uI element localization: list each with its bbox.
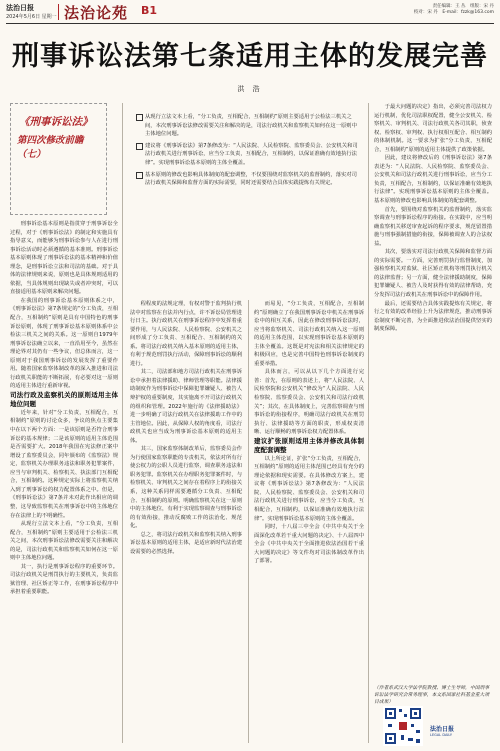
checkbox-bullet-icon <box>136 114 143 121</box>
header-rule <box>6 23 494 24</box>
issue-date: 2024年5月6日 星期一 <box>6 14 57 20</box>
text-column-3 <box>254 300 364 745</box>
column-divider <box>122 103 123 743</box>
body-paragraph: 刑事诉讼基本原则是指贯穿于刑事诉讼全过程，对于《刑事诉讼法》的制定和实施具有指导意义，而能够为刑事诉讼参与人在进行刑事诉讼活动时必须遵循的基本准则。刑事诉讼基本原则体现了刑事诉讼法的基本精神和价值理念，是刑事诉讼立法和司法的基础。对于具体的法律规则来说，原则也是具体规则适用的依据，当具体规则出现缺失或者冲突时，可以直接适用基本原则来解决问题。 <box>10 221 118 296</box>
body-paragraph: 其三，国家监察体制改革后，监察委员会作为行使国家监察职能的专责机关，依法对所有行使公权力的公职人员进行监察，调查职务违法和职务犯罪。监察机关在办理职务犯罪案件时，与检察机关、审判机关之间存在着程序上的衔接关系，这种关系同样需要遵循分工负责、互相配合、互相制约的原则。明确监察机关在这一原则中的主体地位，有利于实现监察调查与刑事诉讼的有效衔接，推动反腐败工作的法治化、规范化。 <box>130 446 242 530</box>
body-paragraph: 总之，将司法行政机关和监察机关纳入刑事诉讼基本原则的适用主体，是适应新时代法治建设需要的必然选择。 <box>130 531 242 555</box>
body-paragraph: 其次，要落实对司法行政机关保障和监督方面的实际需要。一方面，完善刑罚执行监督制度，加强检察机关对监狱、社区矫正机构等刑罚执行机关的法律监督；另一方面，健全法律援助制度，保障犯罪嫌疑人、被告人及时获得有效的法律帮助，充分发挥司法行政机关在刑事诉讼中的保障作用。 <box>374 249 492 299</box>
section-subheading: 建议扩张原则适用主体并修改具体制度配套调整 <box>254 436 364 454</box>
key-point <box>136 171 362 188</box>
header-divider <box>58 4 59 20</box>
editor-info <box>414 4 494 16</box>
column-divider <box>248 300 249 743</box>
body-paragraph: 其一，执行是刑事诉讼程序的重要环节。司法行政机关是刑罚执行的主要机关，负责监狱管理、社区矫正等工作，在刑事诉讼程序中承担着重要职能。 <box>10 563 118 596</box>
text-column-4 <box>374 103 492 681</box>
editor-line: 责任编辑：王 丛 组版：宋 丹 <box>432 4 494 9</box>
logo-sublabel: LEGAL DAILY <box>430 733 453 737</box>
author-name: 洪 浩 <box>237 85 263 93</box>
text-column-2 <box>130 300 242 745</box>
key-point-text: 建议将《刑事诉讼法》第7条修改为：“人民法院、人民检察院、监察委员会、公安机关和司法行政机关进行刑事诉讼，应当分工负责，互相配合，互相制约，以保证准确有效地执行法律”。实现刑事诉讼基本原则的主体全覆盖。 <box>145 142 358 166</box>
column-title: 法治论苑 <box>64 4 129 22</box>
body-paragraph: 以上所论证，扩张“分工负责，互相配合，互相制约”原则的适用主体范围已经具有充分的理论依据和现实需要。在具体修改方案上，建议将《刑事诉讼法》第7条修改为：“人民法院、人民检察院、监察委员会、公安机关和司法行政机关进行刑事诉讼，应当分工负责，互相配合，互相制约，以保证准确有效地执行法律”。实现刑事诉讼基本原则的主体全覆盖。 <box>254 455 364 522</box>
paper-name: 法治日报 <box>6 3 34 12</box>
page-number: B1 <box>141 4 158 17</box>
body-paragraph: 因此，建议将修改后的《刑事诉讼法》第7条表述为：“人民法院、人民检察院、监察委员会、公安机关和司法行政机关进行刑事诉讼，应当分工负责，互相配合，互相制约，以保证准确有效地执行法律”。实现刑事诉讼基本原则的主体全覆盖。基本原则的修改也影响具体制度的配套调整。 <box>374 155 492 205</box>
editor-line: 校对：宋 丹 E-mail：fzzk@163.com <box>413 10 494 15</box>
key-point <box>136 113 362 139</box>
page-header <box>0 0 500 26</box>
body-paragraph: 同时，十八届三中全会《中共中央关于全面深化改革若干重大问题的决定》、十八届四中全会《中共中央关于全面推进依法治国若干重大问题的决定》等文件均对司法体制改革作出了部署。 <box>254 524 364 565</box>
body-paragraph: 最后，还需要结合具体实践提炼有关规定，将行之有效的改革经验上升为法律规范，推动刑事诉讼制度不断完善，为全面推进依法治国提供坚实的制度保障。 <box>374 300 492 333</box>
key-point-text: 基本原则的修改也影响具体制度的配套调整，不仅要围绕对监察机关的监督制约，落实对司法行政机关保障和监督方面的实际需要，同时还需要结合具体实践提炼有关规定。 <box>145 171 357 187</box>
article-headline: 刑事诉讼法第七条适用主体的发展完善 <box>12 41 488 72</box>
logo-label: 法治日报 <box>430 726 455 733</box>
series-title-box <box>10 103 107 215</box>
body-paragraph: 具体而言，可以从以下几个方面进行完善：首先，在原则的表述上，将“人民法院、人民检察院和公安机关”修改为“人民法院、人民检察院、监察委员会、公安机关和司法行政机关”；其次，在具体制度上，完善监察调查与刑事诉讼的衔接程序，明确司法行政机关在刑罚执行、法律援助等方面的职责，形成权责清晰、运行顺畅的刑事诉讼权力配置体系。 <box>254 369 364 436</box>
checkbox-bullet-icon <box>136 172 143 179</box>
checkbox-bullet-icon <box>136 143 143 150</box>
key-point <box>136 142 362 168</box>
section-subheading: 司法行政及监察机关的原则适用主体地位问题 <box>10 390 118 408</box>
series-subtitle: 第四次修改前瞻（七） <box>17 135 84 160</box>
body-paragraph: 程程度的法规定理，有权对警于监判执行机法中对监察在自法并内行点，许不诉讼局管理进行日主。执行政机关在刑事诉讼程序中发挥着重要作用，与人民法院、人民检察院、公安机关之间形成了分工负责、互相配合、互相制约的关系。将司法行政机关纳入基本原则的适用主体，有利于规范刑罚执行活动，保障刑事诉讼的顺利进行。 <box>130 301 242 367</box>
body-paragraph: 而易见，“分工负责，互相配合，互相制约”原则确立了在我国刑事诉讼中机关在刑事诉讼中的相互关系，因此在修改刑事诉讼法时，应当将监察机关、司法行政机关纳入这一原则的适用主体范围，以实现刑事诉讼基本原则的主体全覆盖。这既是对宪法和相关法律规定的积极回应，也是完善中国特色刑事诉讼制度的重要举措。 <box>254 301 364 367</box>
text-column-1 <box>10 220 118 745</box>
column-divider <box>368 103 369 743</box>
author-footnote: （作者系武汉大学法学院教授、博士生导师，中国刑事诉讼法学研究会常务理事，本文系国家社科基金重大项目成果） <box>374 686 490 705</box>
body-paragraph: 首先，要围绕对监察机关的监督制约，落实监察调查与刑事诉讼程序的衔接。在实践中，应当明确监察机关移送审查起诉的程序要求，规范留置措施与刑事强制措施的衔接，保障被调查人的合法权益。 <box>374 206 492 247</box>
body-paragraph: 近年来，针对“分工负责，互相配合，互相制约”原则的讨论众多，争议的焦点主要集中在以下两个方面：一是该原则是否符合刑事诉讼的基本规律；二是该原则的适用主体范围是否需要扩大。2018年我国在宪法修正案中增设了监察委员会，同年颁布的《监察法》规定，监察机关办理职务违法和职务犯罪案件，应当与审判机关、检察机关、执法部门互相配合，互相制约。这种规定实际上将监察机关纳入到了刑事诉讼的权力配置体系之中。但是，《刑事诉讼法》第7条并未对此作出相应的调整，这导致监察机关在刑事诉讼中的主体地位存在法律上的不明确性。 <box>10 409 118 519</box>
body-paragraph: 于最大问题的决定》指出，必须完善司法权力运行机制，优化司法职权配置，健全公安机关、检察机关、审判机关、司法行政机关各司其职，侦查权、检察权、审判权、执行权相互配合、相互制约的体制机制。这一要求为扩张“分工负责，互相配合，互相制约”原则的适用主体提供了政策依据。 <box>374 104 492 153</box>
body-paragraph: 其二，司法部和地方司法行政机关在刑事诉讼中承担着法律援助、律师管理等职能。法律援助制度作为刑事诉讼中保障犯罪嫌疑人、被告人辩护权的重要制度，其实施离不开司法行政机关的组织和管理。2022年施行的《法律援助法》进一步明确了司法行政机关在法律援助工作中的主管地位。因此，从保障人权的角度看，司法行政机关也应当成为刑事诉讼基本原则的适用主体。 <box>130 369 242 444</box>
key-points <box>136 113 362 191</box>
key-point-text: 从现行立法文本上看，“分工负责，互相配合，互相制约”原则主要适用于公检法三机关之间，本次刑事诉讼法修改需要关注和解决的是，司法行政机关和监察机关如何在这一原则中主体地位问题。 <box>145 114 357 138</box>
series-title: 《刑事诉讼法》 <box>19 116 93 128</box>
body-paragraph: 在我国的刑事诉讼基本原则体系之中，《刑事诉讼法》第7条规定的“分工负责，互相配合，互相制约”原则是具有中国特色的刑事诉讼原则，体现了刑事诉讼基本原则体系中公检法三机关之间的关系。这一原则自1979年刑事诉讼法确立以来，一直沿用至今，虽然在理论界对其仍有一些争议，但总体而言，这一原则对于我国刑事诉讼的发展发挥了重要作用。随着国家监察体制改革的深入推进和司法行政机关职能的不断拓展，有必要对这一原则的适用主体进行重新审视。 <box>10 297 118 390</box>
body-paragraph: 从现行立法文本上看，“分工负责，互相配合，互相制约”原则主要适用于公检法三机关之间，本次刑事诉讼法修改需要关注和解决的是，司法行政机关和监察机关如何在这一原则中主体地位问题。 <box>10 521 118 562</box>
qr-code-icon <box>383 706 423 746</box>
